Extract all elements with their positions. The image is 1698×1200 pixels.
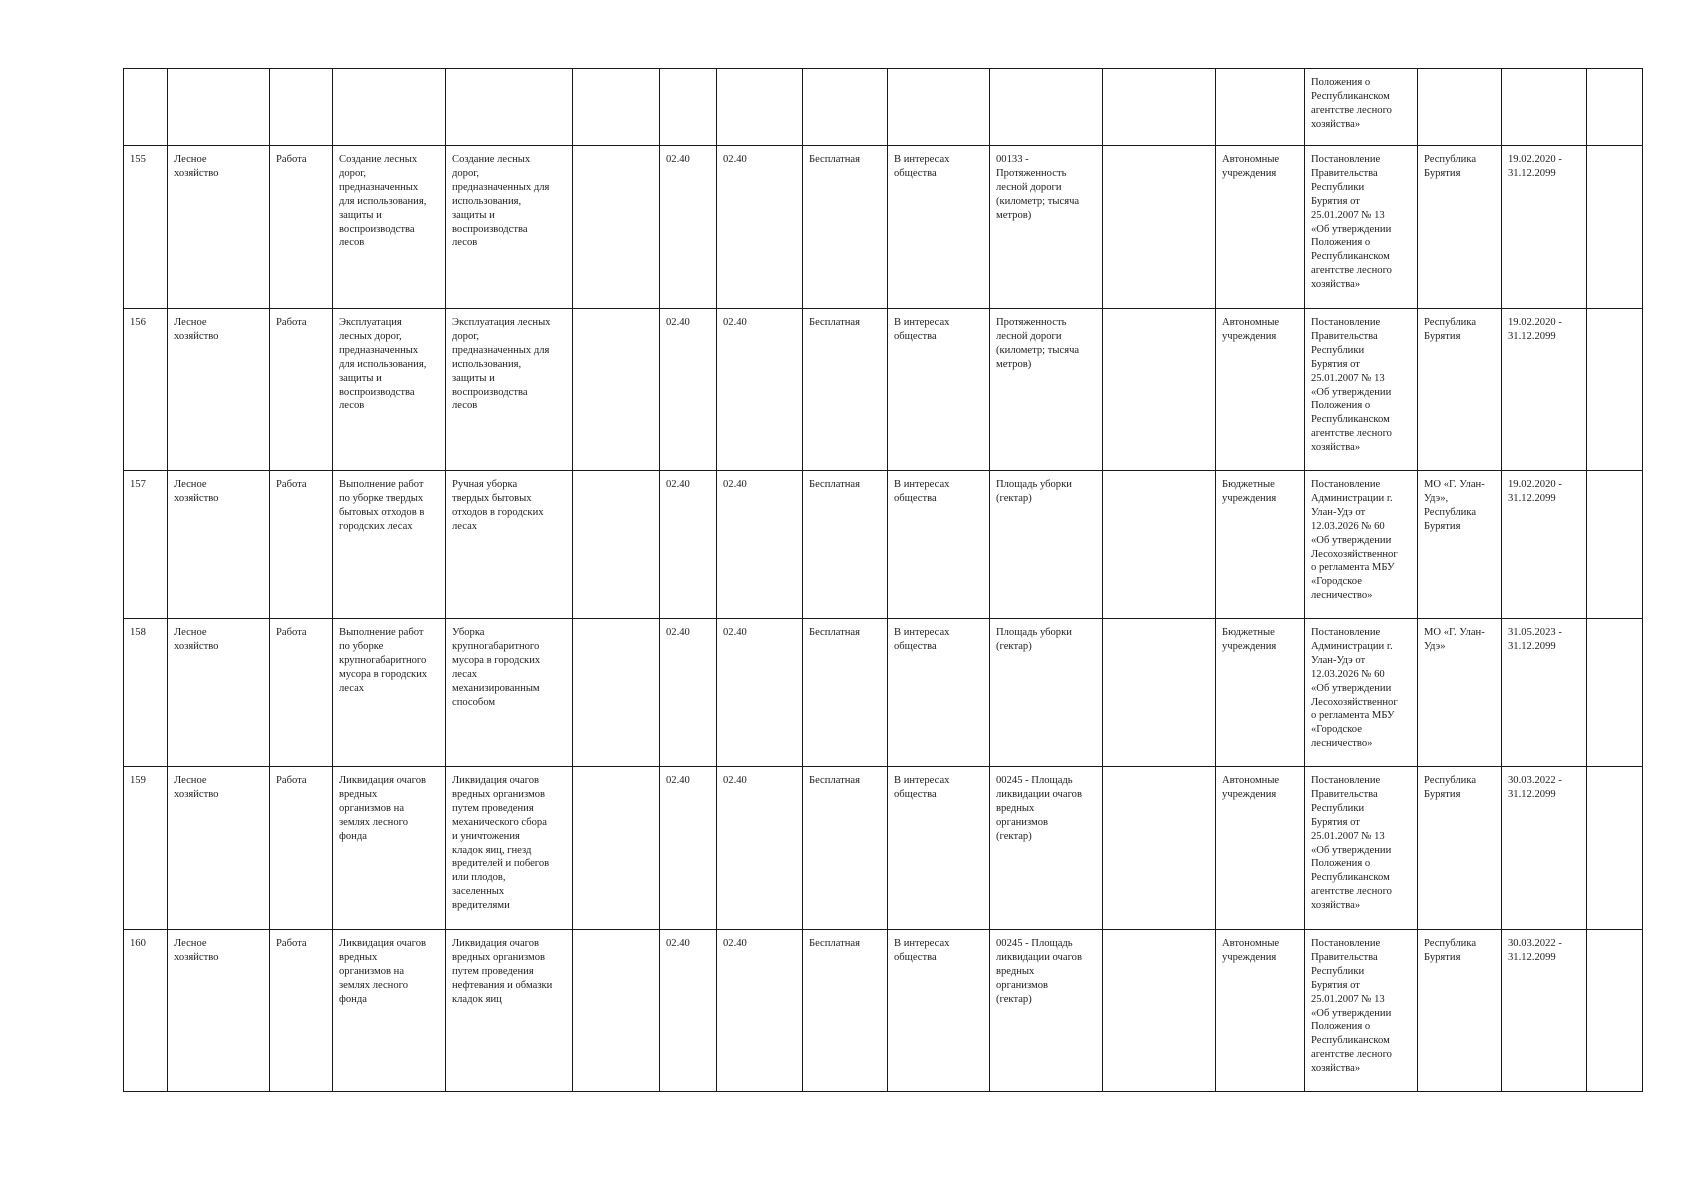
cell-kind: Работа <box>270 146 333 309</box>
cell-service-name: Эксплуатация лесных дорог, предназначенных для использования, защиты и воспроизводства лесов <box>333 309 446 471</box>
cell-okved-code: 02.40 <box>660 471 717 619</box>
cell-empty <box>270 69 333 146</box>
cell-okved-code: 02.40 <box>660 309 717 471</box>
cell-row-number: 157 <box>124 471 168 619</box>
cell-empty <box>1103 69 1216 146</box>
cell-empty-a <box>573 619 660 767</box>
cell-interest-type: В интересах общества <box>888 146 990 309</box>
cell-empty-b <box>1103 471 1216 619</box>
cell-indicator: Площадь уборки (гектар) <box>990 471 1103 619</box>
cell-sector: Лесное хозяйство <box>168 146 270 309</box>
cell-empty-c <box>1587 930 1643 1092</box>
cell-service-content: Уборка крупногабаритного мусора в городских лесах механизированным способом <box>446 619 573 767</box>
cell-indicator: 00245 - Площадь ликвидации очагов вредных организмов (гектар) <box>990 930 1103 1092</box>
cell-empty-b <box>1103 309 1216 471</box>
cell-empty-a <box>573 471 660 619</box>
cell-institution-type: Автономные учреждения <box>1216 767 1305 930</box>
cell-empty-b <box>1103 930 1216 1092</box>
cell-authority: Республика Бурятия <box>1418 930 1502 1092</box>
cell-payment-type: Бесплатная <box>803 471 888 619</box>
cell-payment-type: Бесплатная <box>803 619 888 767</box>
cell-interest-type: В интересах общества <box>888 309 990 471</box>
cell-empty-a <box>573 309 660 471</box>
cell-legal-basis: Положения о Республиканском агентстве лесного хозяйства» <box>1305 69 1418 146</box>
cell-validity-period: 19.02.2020 - 31.12.2099 <box>1502 309 1587 471</box>
cell-empty-c <box>1587 146 1643 309</box>
cell-service-content: Ручная уборка твердых бытовых отходов в городских лесах <box>446 471 573 619</box>
cell-legal-basis: Постановление Правительства Республики Бурятия от 25.01.2007 № 13 «Об утверждении Положения о Республиканском агентстве лесного хозяйства» <box>1305 309 1418 471</box>
cell-sector: Лесное хозяйство <box>168 767 270 930</box>
cell-empty-c <box>1587 471 1643 619</box>
cell-interest-type: В интересах общества <box>888 471 990 619</box>
cell-authority: Республика Бурятия <box>1418 767 1502 930</box>
cell-empty-a <box>573 767 660 930</box>
cell-empty <box>124 69 168 146</box>
cell-authority: Республика Бурятия <box>1418 146 1502 309</box>
cell-interest-type: В интересах общества <box>888 930 990 1092</box>
table-row <box>124 471 1643 619</box>
cell-institution-type: Автономные учреждения <box>1216 930 1305 1092</box>
cell-service-name: Создание лесных дорог, предназначенных для использования, защиты и воспроизводства лесов <box>333 146 446 309</box>
registry-table <box>123 68 1643 1092</box>
cell-okved-code: 02.40 <box>660 146 717 309</box>
cell-validity-period: 30.03.2022 - 31.12.2099 <box>1502 767 1587 930</box>
cell-service-name: Ликвидация очагов вредных организмов на землях лесного фонда <box>333 767 446 930</box>
cell-okved-code: 02.40 <box>660 930 717 1092</box>
cell-service-content: Создание лесных дорог, предназначенных для использования, защиты и воспроизводства лесов <box>446 146 573 309</box>
cell-empty-b <box>1103 767 1216 930</box>
cell-row-number: 159 <box>124 767 168 930</box>
cell-service-name: Выполнение работ по уборке крупногабаритного мусора в городских лесах <box>333 619 446 767</box>
cell-institution-type: Бюджетные учреждения <box>1216 471 1305 619</box>
cell-service-content: Ликвидация очагов вредных организмов путем проведения нефтевания и обмазки кладок яиц <box>446 930 573 1092</box>
cell-payment-type: Бесплатная <box>803 930 888 1092</box>
cell-row-number: 160 <box>124 930 168 1092</box>
cell-sector: Лесное хозяйство <box>168 930 270 1092</box>
cell-okved-code: 02.40 <box>660 767 717 930</box>
table-row <box>124 309 1643 471</box>
cell-empty-b <box>1103 146 1216 309</box>
cell-empty-a <box>573 930 660 1092</box>
cell-okved-code-2: 02.40 <box>717 146 803 309</box>
cell-validity-period: 31.05.2023 - 31.12.2099 <box>1502 619 1587 767</box>
cell-institution-type: Автономные учреждения <box>1216 146 1305 309</box>
cell-okved-code: 02.40 <box>660 619 717 767</box>
cell-indicator: Площадь уборки (гектар) <box>990 619 1103 767</box>
cell-service-name: Выполнение работ по уборке твердых бытовых отходов в городских лесах <box>333 471 446 619</box>
cell-legal-basis: Постановление Правительства Республики Бурятия от 25.01.2007 № 13 «Об утверждении Положения о Республиканском агентстве лесного хозяйства» <box>1305 767 1418 930</box>
cell-sector: Лесное хозяйство <box>168 619 270 767</box>
cell-empty <box>990 69 1103 146</box>
cell-sector: Лесное хозяйство <box>168 309 270 471</box>
cell-payment-type: Бесплатная <box>803 309 888 471</box>
cell-kind: Работа <box>270 619 333 767</box>
cell-validity-period: 19.02.2020 - 31.12.2099 <box>1502 471 1587 619</box>
table-row <box>124 146 1643 309</box>
cell-validity-period: 19.02.2020 - 31.12.2099 <box>1502 146 1587 309</box>
cell-payment-type: Бесплатная <box>803 146 888 309</box>
cell-service-content: Эксплуатация лесных дорог, предназначенных для использования, защиты и воспроизводства лесов <box>446 309 573 471</box>
cell-interest-type: В интересах общества <box>888 767 990 930</box>
cell-empty <box>717 69 803 146</box>
cell-service-content: Ликвидация очагов вредных организмов путем проведения механического сбора и уничтожения кладок яиц, гнезд вредителей и побегов или плодов, заселенных вредителями <box>446 767 573 930</box>
cell-indicator: 00133 - Протяженность лесной дороги (километр; тысяча метров) <box>990 146 1103 309</box>
cell-empty <box>446 69 573 146</box>
cell-empty <box>1418 69 1502 146</box>
table-row <box>124 619 1643 767</box>
cell-empty-c <box>1587 767 1643 930</box>
table-row <box>124 930 1643 1092</box>
cell-indicator: 00245 - Площадь ликвидации очагов вредных организмов (гектар) <box>990 767 1103 930</box>
cell-kind: Работа <box>270 309 333 471</box>
cell-okved-code-2: 02.40 <box>717 619 803 767</box>
cell-empty-c <box>1587 619 1643 767</box>
cell-kind: Работа <box>270 930 333 1092</box>
cell-empty-b <box>1103 619 1216 767</box>
cell-empty-a <box>573 146 660 309</box>
cell-empty <box>1502 69 1587 146</box>
cell-interest-type: В интересах общества <box>888 619 990 767</box>
cell-row-number: 158 <box>124 619 168 767</box>
cell-empty <box>1216 69 1305 146</box>
cell-indicator: Протяженность лесной дороги (километр; тысяча метров) <box>990 309 1103 471</box>
cell-row-number: 156 <box>124 309 168 471</box>
cell-empty <box>573 69 660 146</box>
cell-empty-c <box>1587 309 1643 471</box>
cell-kind: Работа <box>270 471 333 619</box>
cell-payment-type: Бесплатная <box>803 767 888 930</box>
cell-row-number: 155 <box>124 146 168 309</box>
cell-legal-basis: Постановление Правительства Республики Бурятия от 25.01.2007 № 13 «Об утверждении Положения о Республиканском агентстве лесного хозяйства» <box>1305 930 1418 1092</box>
cell-empty <box>660 69 717 146</box>
cell-service-name: Ликвидация очагов вредных организмов на землях лесного фонда <box>333 930 446 1092</box>
cell-okved-code-2: 02.40 <box>717 767 803 930</box>
cell-institution-type: Автономные учреждения <box>1216 309 1305 471</box>
cell-legal-basis: Постановление Администрации г. Улан-Удэ от 12.03.2026 № 60 «Об утверждении Лесохозяйственног о регламента МБУ «Городское лесничество» <box>1305 471 1418 619</box>
table-row-continued <box>124 69 1643 146</box>
cell-authority: МО «Г. Улан- Удэ» <box>1418 619 1502 767</box>
cell-okved-code-2: 02.40 <box>717 471 803 619</box>
cell-sector: Лесное хозяйство <box>168 471 270 619</box>
cell-okved-code-2: 02.40 <box>717 309 803 471</box>
cell-empty <box>168 69 270 146</box>
cell-okved-code-2: 02.40 <box>717 930 803 1092</box>
cell-authority: Республика Бурятия <box>1418 309 1502 471</box>
cell-empty <box>1587 69 1643 146</box>
cell-empty <box>888 69 990 146</box>
cell-kind: Работа <box>270 767 333 930</box>
table-row <box>124 767 1643 930</box>
cell-authority: МО «Г. Улан- Удэ», Республика Бурятия <box>1418 471 1502 619</box>
cell-legal-basis: Постановление Правительства Республики Бурятия от 25.01.2007 № 13 «Об утверждении Положения о Республиканском агентстве лесного хозяйства» <box>1305 146 1418 309</box>
cell-institution-type: Бюджетные учреждения <box>1216 619 1305 767</box>
cell-legal-basis: Постановление Администрации г. Улан-Удэ от 12.03.2026 № 60 «Об утверждении Лесохозяйственног о регламента МБУ «Городское лесничество» <box>1305 619 1418 767</box>
cell-empty <box>333 69 446 146</box>
cell-validity-period: 30.03.2022 - 31.12.2099 <box>1502 930 1587 1092</box>
cell-empty <box>803 69 888 146</box>
